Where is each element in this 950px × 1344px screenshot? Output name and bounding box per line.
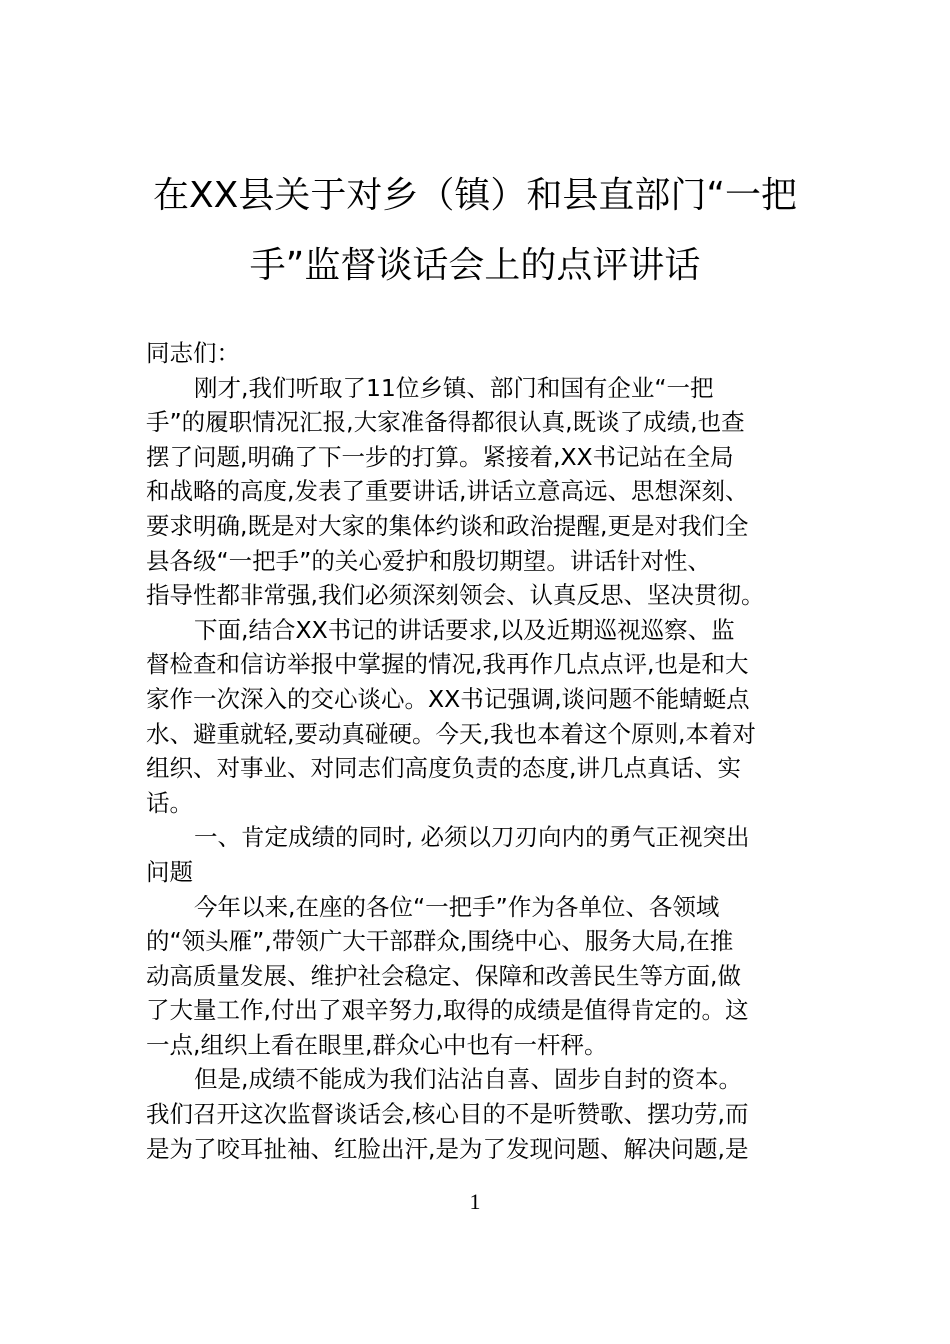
paragraph-4-line: 但是,成绩不能成为我们沾沾自喜、固步自封的资本。 xyxy=(194,1065,742,1094)
paragraph-2-line: 下面,结合XX书记的讲话要求,以及近期巡视巡察、监 xyxy=(194,615,735,644)
paragraph-2-line: 家作一次深入的交心谈心。XX书记强调,谈问题不能蜻蜓点 xyxy=(146,684,750,713)
paragraph-3-line: 今年以来,在座的各位“一把手”作为各单位、各领域 xyxy=(194,892,720,921)
paragraph-1-line: 刚才,我们听取了11位乡镇、部门和国有企业“一把 xyxy=(194,373,714,402)
paragraph-1-line: 要求明确,既是对大家的集体约谈和政治提醒,更是对我们全 xyxy=(146,511,749,540)
paragraph-4-line: 是为了咬耳扯袖、红脸出汗,是为了发现问题、解决问题,是 xyxy=(146,1134,749,1163)
paragraph-1-line: 手”的履职情况汇报,大家准备得都很认真,既谈了成绩,也查 xyxy=(146,408,745,437)
section-heading-line: 问题 xyxy=(146,857,193,886)
section-heading-line: 一、肯定成绩的同时, 必须以刀刃向内的勇气正视突出 xyxy=(194,823,750,852)
paragraph-3-line: 了大量工作,付出了艰辛努力,取得的成绩是值得肯定的。这 xyxy=(146,996,749,1025)
paragraph-1-line: 指导性都非常强,我们必须深刻领会、认真反思、坚决贯彻。 xyxy=(146,581,765,610)
document-body xyxy=(146,336,810,1166)
page-number: 1 xyxy=(469,1189,481,1214)
paragraph-2-line: 话。 xyxy=(146,788,193,817)
paragraph-3-line: 的“领头雁”,带领广大干部群众,围绕中心、服务大局,在推 xyxy=(146,927,734,956)
paragraph-4-line: 我们召开这次监督谈话会,核心目的不是听赞歌、摆功劳,而 xyxy=(146,1100,749,1129)
paragraph-2-line: 组织、对事业、对同志们高度负责的态度,讲几点真话、实 xyxy=(146,754,741,783)
paragraph-1-line: 摆了问题,明确了下一步的打算。紧接着,XX书记站在全局 xyxy=(146,442,734,471)
document-title-line-1: 在XX县关于对乡（镇）和县直部门“一把 xyxy=(153,175,797,216)
paragraph-3-line: 一点,组织上看在眼里,群众心中也有一杆秤。 xyxy=(146,1030,608,1059)
paragraph-1-line: 和战略的高度,发表了重要讲话,讲话立意高远、思想深刻、 xyxy=(146,477,749,506)
paragraph-2-line: 水、避重就轻,要动真碰硬。今天,我也本着这个原则,本着对 xyxy=(146,719,756,748)
salutation: 同志们： xyxy=(146,339,240,367)
paragraph-1-line: 县各级“一把手”的关心爱护和殷切期望。讲话针对性、 xyxy=(146,546,711,575)
paragraph-2-line: 督检查和信访举报中掌握的情况,我再作几点点评,也是和大 xyxy=(146,650,749,679)
document-title-line-2: 手”监督谈话会上的点评讲话 xyxy=(249,245,701,286)
paragraph-3-line: 动高质量发展、维护社会稳定、保障和改善民生等方面,做 xyxy=(146,961,741,990)
